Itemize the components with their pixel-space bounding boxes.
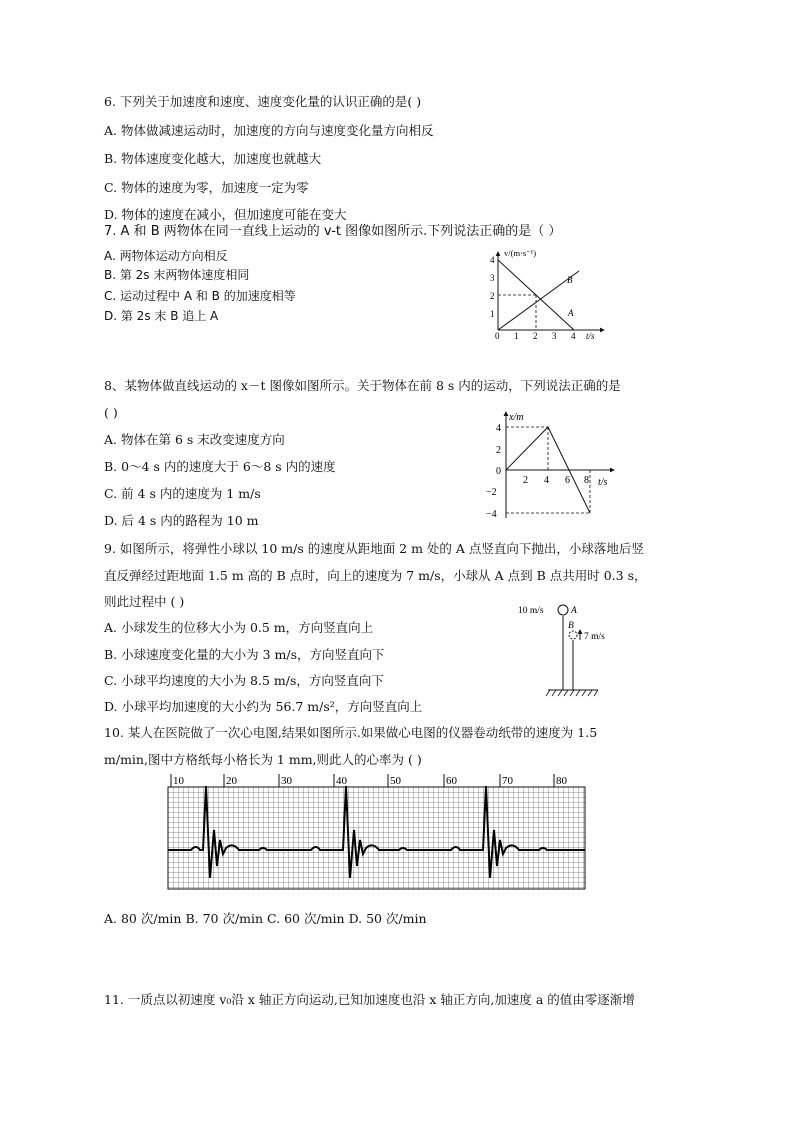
q8-option-d: D. 后 4 s 内的路程为 10 m [104,513,259,528]
q7-xtick: 1 [514,331,519,341]
q8-xtick: 6 [565,475,570,486]
q7-ytick: 1 [490,309,495,319]
q7-label-a: A [568,308,574,318]
q9-stem-1: 9. 如图所示，将弹性小球以 10 m/s 的速度从距地面 2 m 处的 A 点竖直向下抛出，小球落地后竖 [104,541,644,556]
q8-ytick: 2 [496,445,501,456]
q6-option-c: C. 物体的速度为零，加速度一定为零 [104,180,309,195]
q7-option-b: B. 第 2s 末两物体速度相同 [104,268,250,282]
q10-stem-2: m/min,图中方格纸每小格长为 1 mm,则此人的心率为 ( ) [104,752,422,767]
ecg-scale-label: 60 [446,775,457,787]
ecg-scale-label: 50 [390,775,401,787]
q7-xtick: 4 [571,331,576,341]
q8-stem-paren: ( ) [104,405,118,420]
q8-xtick: 8 [584,475,589,486]
q8-option-a: A. 物体在第 6 s 末改变速度方向 [104,432,285,447]
q7-ytick: 3 [490,273,495,283]
q10-options: A. 80 次/min B. 70 次/min C. 60 次/min D. 50 次/min [104,911,427,926]
q7-xlabel: t/s [586,331,595,341]
ecg-chart [163,770,589,892]
q7-xtick: 0 [495,331,500,341]
q7-option-c: C. 运动过程中 A 和 B 的加速度相等 [104,289,296,303]
q9-option-a: A. 小球发生的位移大小为 0.5 m，方向竖直向上 [104,620,374,635]
ecg-scale-label: 30 [281,775,292,787]
ecg-grid [168,787,585,889]
q9-ball-a [558,605,568,615]
q10-stem-1: 10. 某人在医院做了一次心电图,结果如图所示.如果做心电图的仪器卷动纸带的速度为 1.5 [104,725,598,740]
q8-xlabel: t/s [598,477,608,488]
q9-label-b: B [568,621,574,631]
q8-ytick: 4 [496,423,501,434]
q9-speed-b: 7 m/s [584,632,605,642]
q8-xtick: 2 [523,475,528,486]
q9-ball-b [569,631,577,639]
q8-xtick: 4 [544,475,549,486]
q7-ytick: 2 [490,291,495,301]
q7-ylabel: v/(m·s⁻¹) [504,248,537,258]
q8-xt-graph [476,406,618,524]
q7-option-d: D. 第 2s 末 B 追上 A [104,309,219,323]
ecg-scale-label: 20 [226,775,237,787]
q9-ball-figure [516,598,626,702]
q9-option-b: B. 小球速度变化量的大小为 3 m/s，方向竖直向下 [104,647,385,662]
q6-option-a: A. 物体做减速运动时，加速度的方向与速度变化量方向相反 [104,123,434,138]
q7-option-a: A. 两物体运动方向相反 [104,249,228,263]
q7-label-b: B [567,275,573,285]
q9-speed-a: 10 m/s [518,606,544,616]
q8-ytick: −2 [486,487,497,498]
q7-xtick: 2 [533,331,538,341]
q7-ytick: 4 [490,255,495,265]
ecg-scale-label: 10 [173,775,184,787]
q8-ylabel: x/m [509,412,524,423]
q9-stem-3: 则此过程中 ( ) [104,594,185,609]
q7-stem: 7. A 和 B 两物体在同一直线上运动的 v-t 图像如图所示.下列说法正确的是（ ） [104,224,562,239]
q8-stem: 8、某物体做直线运动的 x－t 图像如图所示。关于物体在前 8 s 内的运动，下列说法正确的是 [104,378,621,393]
q9-option-c: C. 小球平均速度的大小为 8.5 m/s，方向竖直向下 [104,673,384,688]
q8-ytick: 0 [496,466,501,477]
q9-stem-2: 直反弹经过距地面 1.5 m 高的 B 点时，向上的速度为 7 m/s，小球从 A 点到 B 点共用时 0.3 s， [104,568,647,583]
q8-option-b: B. 0～4 s 内的速度大于 6～8 s 内的速度 [104,459,336,474]
q9-option-d: D. 小球平均加速度的大小约为 56.7 m/s²，方向竖直向上 [104,699,423,714]
q9-ground-hatch [546,690,598,696]
q8-ytick: −4 [486,509,497,520]
q8-option-c: C. 前 4 s 内的速度为 1 m/s [104,486,261,501]
q7-xtick: 3 [552,331,557,341]
ecg-scale-label: 80 [556,775,567,787]
q11-stem: 11. 一质点以初速度 v₀沿 x 轴正方向运动,已知加速度也沿 x 轴正方向,加速度 a 的值由零逐渐增 [104,992,635,1007]
q6-option-d: D. 物体的速度在减小，但加速度可能在变大 [104,207,347,222]
ecg-scale-label: 40 [336,775,347,787]
q6-option-b: B. 物体速度变化越大，加速度也就越大 [104,151,322,166]
ecg-scale-label: 70 [502,775,513,787]
q9-label-a: A [571,606,577,616]
q6-stem: 6. 下列关于加速度和速度、速度变化量的认识正确的是( ) [104,94,422,109]
q7-vt-graph [484,246,612,342]
